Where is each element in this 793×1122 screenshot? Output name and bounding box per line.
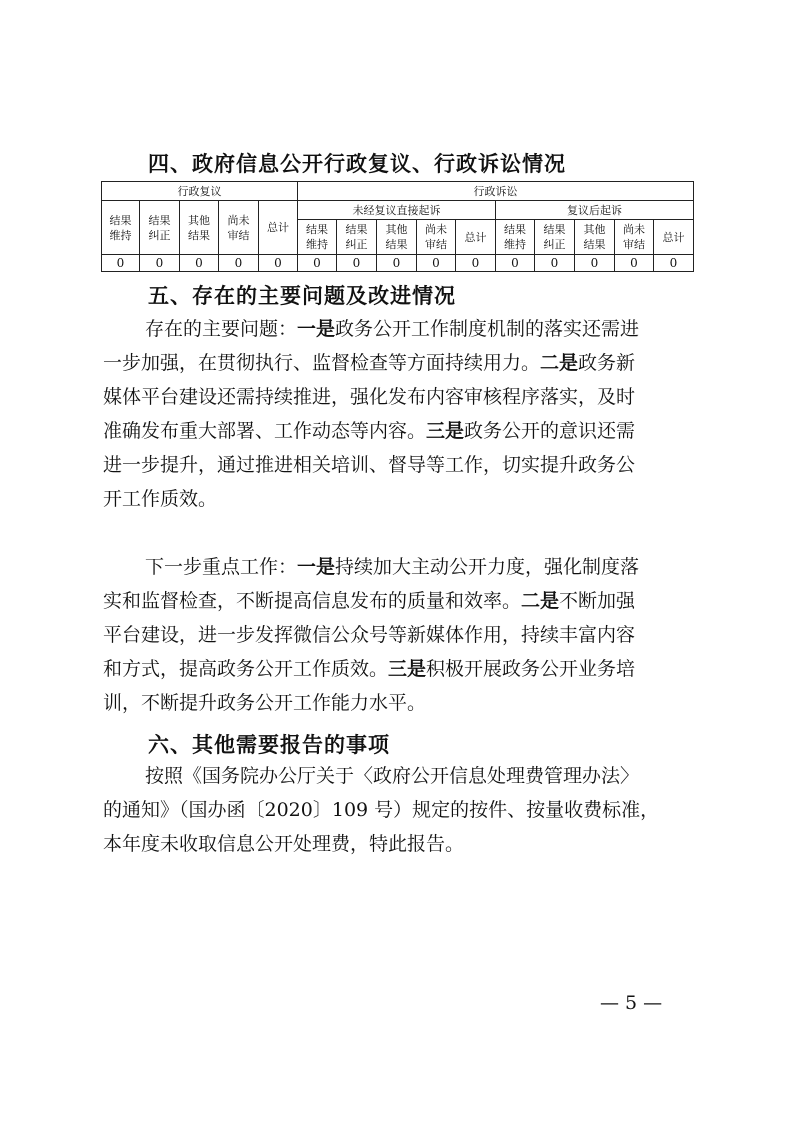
table-cell: 0: [298, 255, 337, 272]
col-direct-corrected: 结果 纠正: [337, 220, 377, 255]
header-litigation: 行政诉讼: [298, 182, 694, 201]
col-review-corrected: 结果 纠正: [140, 201, 180, 255]
section-4-heading: 四、政府信息公开行政复议、行政诉讼情况: [148, 152, 566, 176]
table-cell: 0: [615, 255, 654, 272]
col-review-pending: 尚未 审结: [219, 201, 259, 255]
header-suit-after-review: 复议后起诉: [496, 201, 694, 220]
col-direct-upheld: 结果 维持: [298, 220, 337, 255]
table-cell: 0: [417, 255, 456, 272]
paragraph-line: 开工作质效。: [103, 488, 218, 510]
page-number: — 5 —: [600, 992, 663, 1014]
paragraph-line: 和方式，提高政务公开工作质效。三是积极开展政务公开业务培: [103, 658, 636, 680]
paragraph-line: 媒体平台建设还需持续推进，强化发布内容审核程序落实，及时: [103, 386, 636, 408]
col-after-other: 其他 结果: [575, 220, 615, 255]
col-review-other: 其他 结果: [180, 201, 219, 255]
table-subheader-row: [102, 201, 694, 220]
paragraph-line: 下一步重点工作：一是持续加大主动公开力度，强化制度落: [145, 556, 640, 578]
col-direct-total: 总计: [456, 220, 496, 255]
review-litigation-table: [101, 181, 694, 272]
problems-paragraph: [103, 312, 693, 516]
table-cell: 0: [140, 255, 180, 272]
paragraph-line: 准确发布重大部署、工作动态等内容。三是政务公开的意识还需: [103, 420, 636, 442]
table-cell: 0: [102, 255, 140, 272]
col-after-total: 总计: [654, 220, 694, 255]
header-direct-suit: 未经复议直接起诉: [298, 201, 496, 220]
col-direct-other: 其他 结果: [377, 220, 417, 255]
table-cell: 0: [456, 255, 496, 272]
col-after-upheld: 结果 维持: [496, 220, 535, 255]
header-review: 行政复议: [102, 182, 298, 201]
table-row: [102, 255, 694, 272]
section-6-heading: 六、其他需要报告的事项: [148, 733, 390, 757]
paragraph-line: 训，不断提升政务公开工作能力水平。: [103, 692, 427, 714]
table-cell: 0: [535, 255, 575, 272]
paragraph-line: 本年度未收取信息公开处理费，特此报告。: [103, 833, 465, 855]
paragraph-line: 一步加强，在贯彻执行、监督检查等方面持续用力。二是政务新: [103, 352, 636, 374]
col-after-pending: 尚未 审结: [615, 220, 654, 255]
paragraph-line: 平台建设，进一步发挥微信公众号等新媒体作用，持续丰富内容: [103, 624, 636, 646]
table-cell: 0: [654, 255, 694, 272]
paragraph-line: 的通知》（国办函〔2020〕109 号）规定的按件、按量收费标准，: [103, 799, 660, 821]
col-review-upheld: 结果 维持: [102, 201, 140, 255]
table-cell: 0: [337, 255, 377, 272]
other-matters-paragraph: [103, 759, 693, 861]
table-cell: 0: [259, 255, 298, 272]
table-header-row: [102, 182, 694, 201]
section-5-heading: 五、存在的主要问题及改进情况: [148, 284, 456, 308]
table-cell: 0: [377, 255, 417, 272]
col-after-corrected: 结果 纠正: [535, 220, 575, 255]
table-cell: 0: [496, 255, 535, 272]
paragraph-line: 实和监督检查，不断提高信息发布的质量和效率。二是不断加强: [103, 590, 636, 612]
next-steps-paragraph: [103, 550, 693, 720]
table-cell: 0: [219, 255, 259, 272]
table-cell: 0: [180, 255, 219, 272]
table-cell: 0: [575, 255, 615, 272]
paragraph-line: 按照《国务院办公厅关于〈政府公开信息处理费管理办法〉: [145, 765, 640, 787]
col-review-total: 总计: [259, 201, 298, 255]
paragraph-line: 存在的主要问题：一是政务公开工作制度机制的落实还需进: [145, 318, 640, 340]
col-direct-pending: 尚未 审结: [417, 220, 456, 255]
paragraph-line: 进一步提升，通过推进相关培训、督导等工作，切实提升政务公: [103, 454, 636, 476]
